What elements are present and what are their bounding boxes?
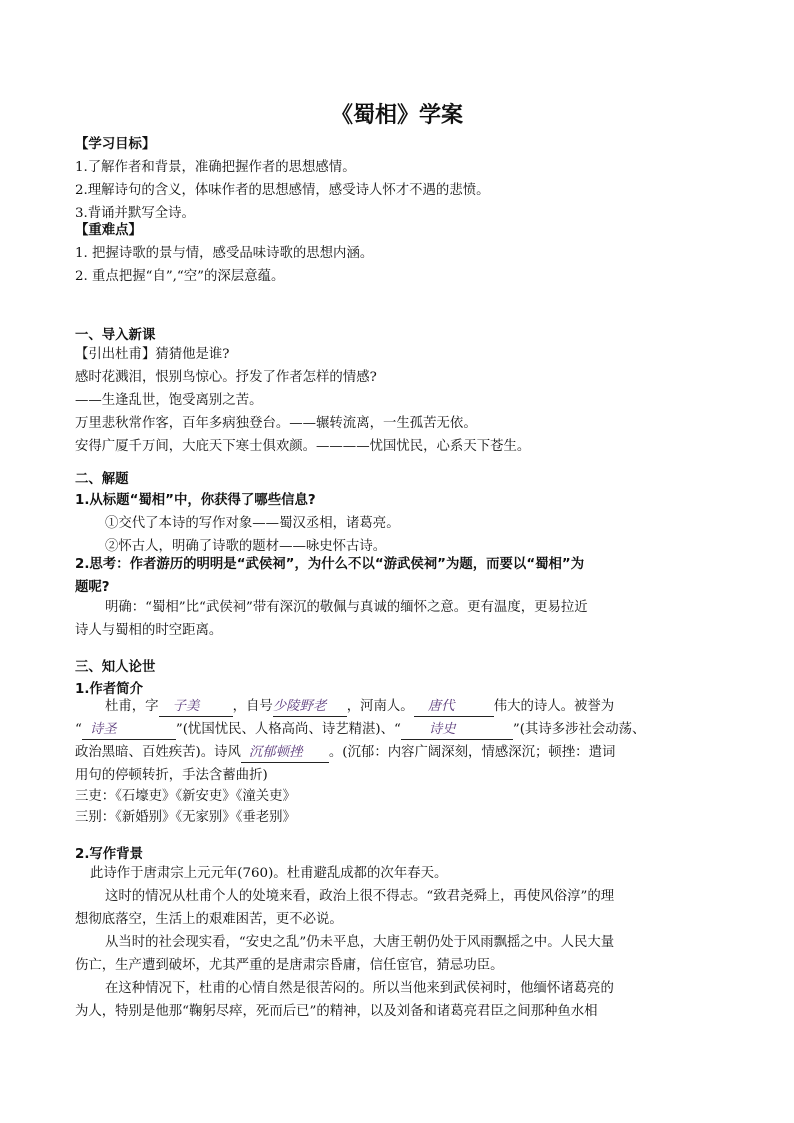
intro-tag: 【引出杜甫】 <box>75 347 156 362</box>
author-line-4: 用句的停顿转折，手法含蓄曲折) <box>75 768 268 783</box>
background-line: 在这种情况下，杜甫的心情自然是很苦闷的。所以当他来到武侯祠时，他缅怀诸葛亮的 <box>105 981 614 996</box>
answer-1-item: ①交代了本诗的写作对象——蜀汉丞相，诸葛亮。 <box>105 516 400 531</box>
background-line: 为人，特别是他那“鞠躬尽瘁，死而后已”的精神，以及刘备和诸葛亮君臣之间那种鱼水相 <box>75 1004 598 1019</box>
key-points-heading: 【重难点】 <box>75 223 142 238</box>
art-name-blank: 少陵野老 <box>273 698 347 717</box>
three-partings: 三别：《新婚别》《无家别》《垂老别》 <box>75 810 296 825</box>
section1-line: 感时花溅泪，恨别鸟惊心。抒发了作者怎样的情感? <box>75 370 377 385</box>
author-intro-heading: 1.作者简介 <box>75 682 143 697</box>
goal-item: 3.背诵并默写全诗。 <box>75 206 195 221</box>
section1-line: 安得广厦千万间，大庇天下寒士俱欢颜。————忧国忧民，心系天下苍生。 <box>75 439 531 454</box>
author-line-3: 政治黑暗、百姓疾苦)。诗风 沉郁顿挫 。(沉郁：内容广阔深刻，情感深沉；顿挫：遣词 <box>75 741 734 764</box>
title-sage-blank: 诗圣 <box>82 721 176 740</box>
intro-question: 猜猜他是谁? <box>155 347 230 362</box>
poetic-style-blank: 沉郁顿挫 <box>241 744 329 763</box>
goal-item: 2.理解诗句的含义，体味作者的思想感情，感受诗人怀才不遇的悲愤。 <box>75 183 490 198</box>
section1-intro <box>75 343 734 366</box>
goal-item: 1.了解作者和背景，准确把握作者的思想感情。 <box>75 160 356 175</box>
section3-heading: 三、知人论世 <box>75 660 156 675</box>
section1-heading: 一、导入新课 <box>75 328 156 343</box>
page-title: 《蜀相》学案 <box>330 103 463 128</box>
background-line: 这时的情况从杜甫个人的处境来看，政治上很不得志。“致君尧舜上，再使风俗淳”的理 <box>105 889 615 904</box>
three-officials: 三吏：《石壕吏》《新安吏》《潼关吏》 <box>75 789 296 804</box>
title-history-blank: 诗史 <box>401 721 513 740</box>
background-line: 想彻底落空，生活上的艰难困苦，更不必说。 <box>75 912 343 927</box>
background-heading: 2.写作背景 <box>75 847 143 862</box>
background-line: 伤亡，生产遭到破坏，尤其严重的是唐肃宗昏庸，信任宦官，猜忌功臣。 <box>75 958 504 973</box>
section2-heading: 二、解题 <box>75 472 129 487</box>
section1-line: ——生逢乱世，饱受离别之苦。 <box>75 393 263 408</box>
dynasty-blank: 唐代 <box>414 698 494 717</box>
question-2: 2.思考：作者游历的明明是“武侯祠”，为什么不以“游武侯祠”为题，而要以“蜀相”为 <box>75 557 585 572</box>
author-line-1: 杜甫，字 子美 ，自号少陵野老 ，河南人。 唐代 伟大的诗人。被誉为 <box>105 695 734 718</box>
answer-1-item: ②怀古人，明确了诗歌的题材——咏史怀古诗。 <box>105 539 387 554</box>
key-point-item: 2. 重点把握“自”,“空”的深层意蕴。 <box>75 269 285 284</box>
goals-heading: 【学习目标】 <box>75 137 156 152</box>
author-line-2: “ 诗圣 ”(忧国忧民、人格高尚、诗艺精湛)、“ 诗史 ”(其诗多涉社会动荡、 <box>75 718 734 741</box>
courtesy-name-blank: 子美 <box>159 698 233 717</box>
answer-2-cont: 诗人与蜀相的时空距离。 <box>75 623 223 638</box>
background-line: 从当时的社会现实看，“安史之乱”仍未平息，大唐王朝仍处于风雨飘摇之中。人民大量 <box>105 935 615 950</box>
background-line: 此诗作于唐肃宗上元元年(760)。杜甫避乱成都的次年春天。 <box>90 866 448 881</box>
question-2-cont: 题呢? <box>75 580 110 595</box>
section1-line: 万里悲秋常作客，百年多病独登台。——辗转流离，一生孤苦无依。 <box>75 416 477 431</box>
key-point-item: 1. 把握诗歌的景与情，感受品味诗歌的思想内涵。 <box>75 246 374 261</box>
question-1: 1.从标题“蜀相”中，你获得了哪些信息? <box>75 493 316 508</box>
answer-2: 明确：“蜀相”比“武侯祠”带有深沉的敬佩与真诚的缅怀之意。更有温度，更易拉近 <box>105 600 588 615</box>
